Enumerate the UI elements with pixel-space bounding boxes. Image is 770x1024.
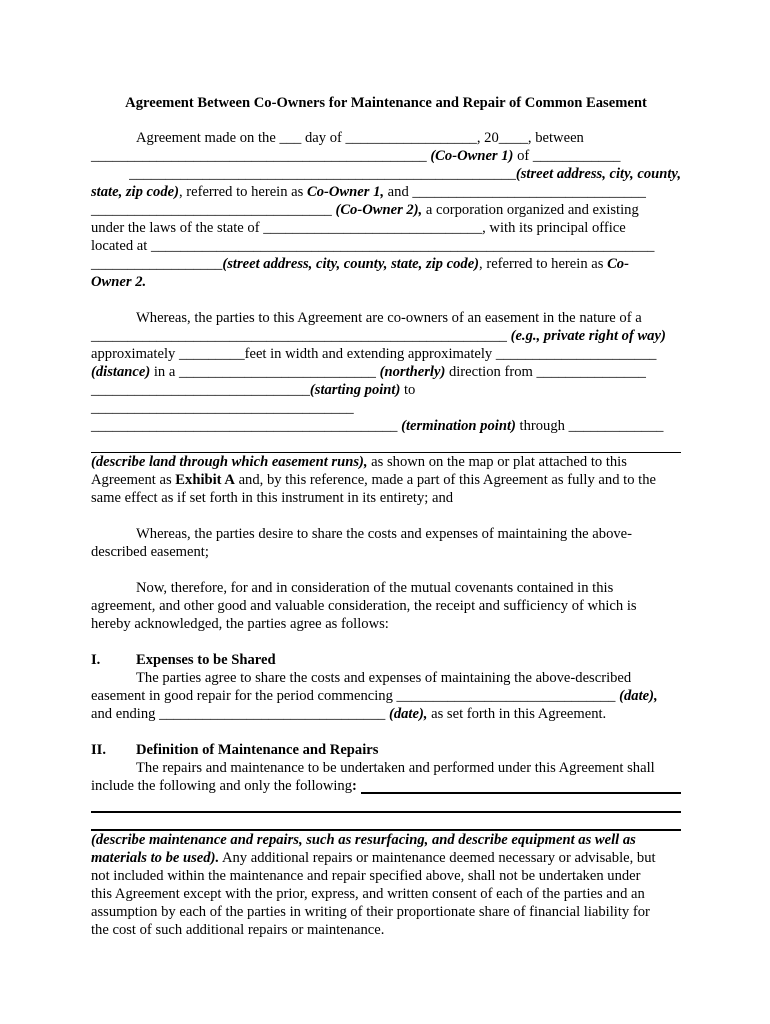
now-therefore-paragraph — [91, 579, 681, 633]
intro-line-9: Owner 2. — [91, 274, 147, 290]
intro-line-3 — [91, 165, 681, 183]
blank-start-date[interactable]: easement in good repair for the period commencing ______________________________ — [91, 688, 620, 704]
referred-text-1: , referred to herein as — [178, 184, 307, 200]
exhibit-a: Exhibit A — [175, 472, 235, 488]
direction-label: (northerly) — [379, 364, 446, 380]
intro-paragraph — [91, 129, 681, 291]
section-1 — [91, 651, 681, 723]
section-1-number: I. — [91, 652, 101, 668]
blank-co-owner-2[interactable]: _________________________________ — [91, 202, 336, 218]
blank-direction[interactable]: in a ___________________________ — [150, 364, 380, 380]
easement-type-label: (e.g., private right of way) — [510, 328, 666, 344]
map-text: as shown on the map or plat attached to this — [367, 454, 627, 470]
section1-line-1: The parties agree to share the costs and expenses of maintaining the above-described — [136, 670, 632, 686]
materials-label: materials to be used). — [91, 850, 220, 866]
whereas1-line-8 — [91, 453, 681, 471]
now-line-1: Now, therefore, for and in consideration of the mutual covenants contained in this — [136, 580, 614, 596]
distance-label: (distance) — [91, 364, 151, 380]
section2-line-5: (describe maintenance and repairs, such as resurfacing, and describe equipment as well as — [91, 832, 636, 848]
corporation-text: a corporation organized and existing — [422, 202, 639, 218]
document-page — [91, 94, 681, 939]
blank-land-line[interactable] — [91, 435, 681, 453]
start-date-label: (date), — [619, 688, 658, 704]
blank-maintenance-2[interactable] — [91, 795, 681, 813]
whereas1-line-5 — [91, 381, 681, 417]
section-1-heading — [91, 651, 681, 669]
whereas1-line-2 — [91, 327, 681, 345]
whereas1-line-4 — [91, 363, 681, 381]
whereas1-line-10: same effect as if set forth in this instrument in its entirety; and — [91, 490, 454, 506]
blank-maintenance-3[interactable] — [91, 813, 681, 831]
section-1-title: Expenses to be Shared — [136, 652, 276, 668]
through-text: through _____________ — [515, 418, 664, 434]
section-2-number: II. — [91, 742, 107, 758]
blank-address-2[interactable]: __________________ — [91, 256, 223, 272]
whereas-paragraph-2 — [91, 525, 681, 561]
referred-text-2: , referred to herein as — [479, 256, 608, 272]
section1-line-2 — [91, 687, 681, 705]
blank-co-owner-1[interactable]: ______________________________________________ — [91, 148, 431, 164]
section2-line-7: not included within the maintenance and repair specified above, shall not be undertaken under — [91, 868, 641, 884]
now-line-3: hereby acknowledged, the parties agree as follows: — [91, 616, 389, 632]
starting-point-label: (starting point) — [309, 382, 401, 398]
section1-line-3 — [91, 705, 681, 723]
end-date-label: (date), — [388, 706, 428, 722]
whereas1-line-6 — [91, 417, 681, 435]
now-line-2: agreement, and other good and valuable consideration, the receipt and sufficiency of which is — [91, 598, 637, 614]
blank-end-date[interactable]: and ending _______________________________ — [91, 706, 389, 722]
section2-line-10: the cost of such additional repairs or maintenance. — [91, 922, 385, 938]
section-2 — [91, 741, 681, 939]
intro-line-2 — [91, 147, 681, 165]
intro-of-blank: of ____________ — [513, 148, 621, 164]
termination-point-label: (termination point) — [401, 418, 516, 434]
intro-line-1: Agreement made on the ___ day of __________________, 20____, between — [136, 130, 584, 146]
include-text: include the following and only the following — [91, 778, 353, 794]
co-owner-2-label: (Co-Owner 2), — [335, 202, 423, 218]
reference-text: and, by this reference, made a part of this Agreement as fully and to the — [234, 472, 656, 488]
document-title: Agreement Between Co-Owners for Maintenance and Repair of Common Easement — [125, 95, 647, 111]
co-owner-1-label: (Co-Owner 1) — [430, 148, 514, 164]
set-forth-text: as set forth in this Agreement. — [427, 706, 607, 722]
co-owner-2-term-a: Co- — [607, 256, 629, 272]
additional-repairs-text: Any additional repairs or maintenance deemed necessary or advisable, but — [219, 850, 656, 866]
intro-line-4 — [91, 183, 681, 201]
address-label-2: (street address, city, county, state, zip code) — [222, 256, 480, 272]
blank-starting-point[interactable]: ______________________________ — [91, 382, 310, 398]
whereas1-line-3: approximately _________feet in width and extending approximately ______________________ — [91, 346, 657, 362]
blank-and-text: and ________________________________ — [384, 184, 646, 200]
co-owner-1-term: Co-Owner 1, — [306, 184, 385, 200]
to-text: to ____________________________________ — [91, 382, 416, 416]
whereas1-line-1: Whereas, the parties to this Agreement are co-owners of an easement in the nature of a — [136, 310, 642, 326]
whereas2-line-2: described easement; — [91, 544, 209, 560]
land-description-label: (describe land through which easement runs), — [91, 454, 368, 470]
whereas-paragraph-1 — [91, 309, 681, 507]
section-2-heading — [91, 741, 681, 759]
blank-easement-type[interactable]: _________________________________________________________ — [91, 328, 511, 344]
section2-line-8: this Agreement except with the prior, express, and written consent of each of the parties and an — [91, 886, 645, 902]
section-2-title: Definition of Maintenance and Repairs — [136, 742, 379, 758]
address-label-1a: (street address, city, county, — [515, 166, 681, 182]
intro-line-5 — [91, 201, 681, 219]
whereas1-line-9 — [91, 471, 681, 489]
blank-maintenance-1[interactable] — [361, 777, 681, 794]
whereas2-line-1: Whereas, the parties desire to share the costs and expenses of maintaining the above- — [136, 526, 633, 542]
section2-line-9: assumption by each of the parties in writing of their proportionate share of financial liability for — [91, 904, 650, 920]
section2-line-1: The repairs and maintenance to be undertaken and performed under this Agreement shall — [136, 760, 655, 776]
intro-line-8 — [91, 255, 681, 273]
section2-line-2 — [91, 777, 681, 795]
intro-line-7: located at _____________________________________________________________________ — [91, 238, 655, 254]
direction-from-text: direction from _______________ — [445, 364, 646, 380]
blank-termination-point[interactable]: __________________________________________ — [91, 418, 402, 434]
agreement-as-text: Agreement as — [91, 472, 176, 488]
intro-line-6: under the laws of the state of ______________________________, with its principal office — [91, 220, 626, 236]
address-label-1b: state, zip code) — [91, 184, 179, 200]
blank-address-1[interactable]: _____________________________________________________ — [129, 166, 516, 182]
colon: : — [352, 778, 357, 794]
section2-line-6 — [91, 849, 681, 867]
